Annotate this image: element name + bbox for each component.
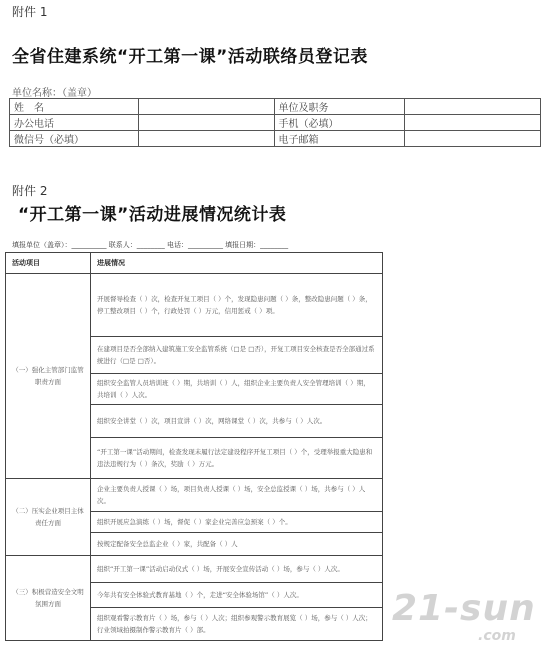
reg-field-value	[405, 99, 541, 115]
reg-field-label: 微信号（必填）	[10, 131, 139, 147]
progress-item-cell: 今年共有安全体验式教育基地（ ）个，走进“安全体验场馆”（ ）人次。	[91, 583, 383, 608]
attachment-1-label: 附件 1	[12, 5, 48, 19]
reg-field-value	[138, 131, 274, 147]
progress-item-cell: “开工第一课”活动期间，检查发现未履行法定建设程序开复工项目（ ）个，受理举报重大隐患和违法违规行为（ ）条次，奖励（ ）万元。	[91, 438, 383, 479]
reg-row	[10, 99, 541, 115]
registration-form-title: 全省住建系统“开工第一课”活动联络员登记表	[12, 47, 368, 67]
progress-item-cell: 组织开展应急演练（ ）场，督促（ ）家企业完善应急预案（ ）个。	[91, 512, 383, 533]
reg-row	[10, 131, 541, 147]
header-activity-item: 活动项目	[6, 253, 91, 274]
liaison-registration-table	[9, 98, 541, 147]
reg-field-value	[138, 115, 274, 131]
progress-item-cell: 在建项目是否全部纳入建筑施工安全监管系统（□是 □否），开复工项目安全核查是否全部通过系统进行（□是 □否）。	[91, 337, 383, 374]
reg-field-value	[138, 99, 274, 115]
watermark-logo	[392, 588, 536, 629]
reg-field-label: 姓 名	[10, 99, 139, 115]
progress-item-cell: 按规定配备安全总监企业（ ）家，共配备（ ）人	[91, 533, 383, 556]
category-cell: （二）压实企业项目主体责任方面	[6, 479, 91, 556]
reg-field-label: 电子邮箱	[274, 131, 405, 147]
report-fill-line: 填报单位（盖章）：__________ 联系人：________ 电话：__________ 填报日期：________	[12, 241, 289, 249]
reg-row	[10, 115, 541, 131]
progress-item-cell: 组织安全讲堂（ ）次，项目宣讲（ ）次，网络课堂（ ）次，共参与（ ）人次。	[91, 405, 383, 438]
progress-item-cell: 组织“开工第一课”活动启动仪式（ ）场，开展安全宣传活动（ ）场，参与（ ）人次。	[91, 556, 383, 583]
reg-field-value	[405, 131, 541, 147]
reg-field-label: 手机（必填）	[274, 115, 405, 131]
progress-item-cell: 企业主要负责人授课（ ）场，项目负责人授课（ ）场，安全总监授课（ ）场，共参与（ ）人次。	[91, 479, 383, 512]
unit-name-label: 单位名称：（盖章）	[12, 88, 97, 99]
progress-statistics-table	[5, 252, 383, 641]
category-cell: （三）积极营造安全文明氛围方面	[6, 556, 91, 641]
category-cell: （一）强化主管部门监管职责方面	[6, 274, 91, 479]
attachment-2-label: 附件 2	[12, 184, 48, 198]
header-progress: 进展情况	[91, 253, 383, 274]
stat-row	[6, 556, 383, 583]
stat-row	[6, 274, 383, 337]
progress-item-cell: 组织安全监管人员培训班（ ）期，共培训（ ）人，组织企业主要负责人安全管理培训（ ）期，共培训（ ）人次。	[91, 374, 383, 405]
progress-item-cell: 组织观看警示教育片（ ）场，参与（ ）人次；组织参观警示教育展览（ ）场，参与（ ）人次；行业领域拍摄制作警示教育片（ ）部。	[91, 608, 383, 641]
reg-field-label: 办公电话	[10, 115, 139, 131]
watermark-domain: .com	[478, 628, 516, 644]
watermark-main: 21-sun	[392, 588, 536, 629]
reg-field-value	[405, 115, 541, 131]
progress-item-cell: 开展督导检查（ ）次，检查开复工项目（ ）个，发现隐患问题（ ）条，整改隐患问题（ ）条，停工整改项目（ ）个，行政处罚（ ）万元，信用惩戒（ ）项。	[91, 274, 383, 337]
statistics-table-title: “开工第一课”活动进展情况统计表	[18, 205, 287, 225]
reg-field-label: 单位及职务	[274, 99, 405, 115]
stat-row	[6, 479, 383, 512]
